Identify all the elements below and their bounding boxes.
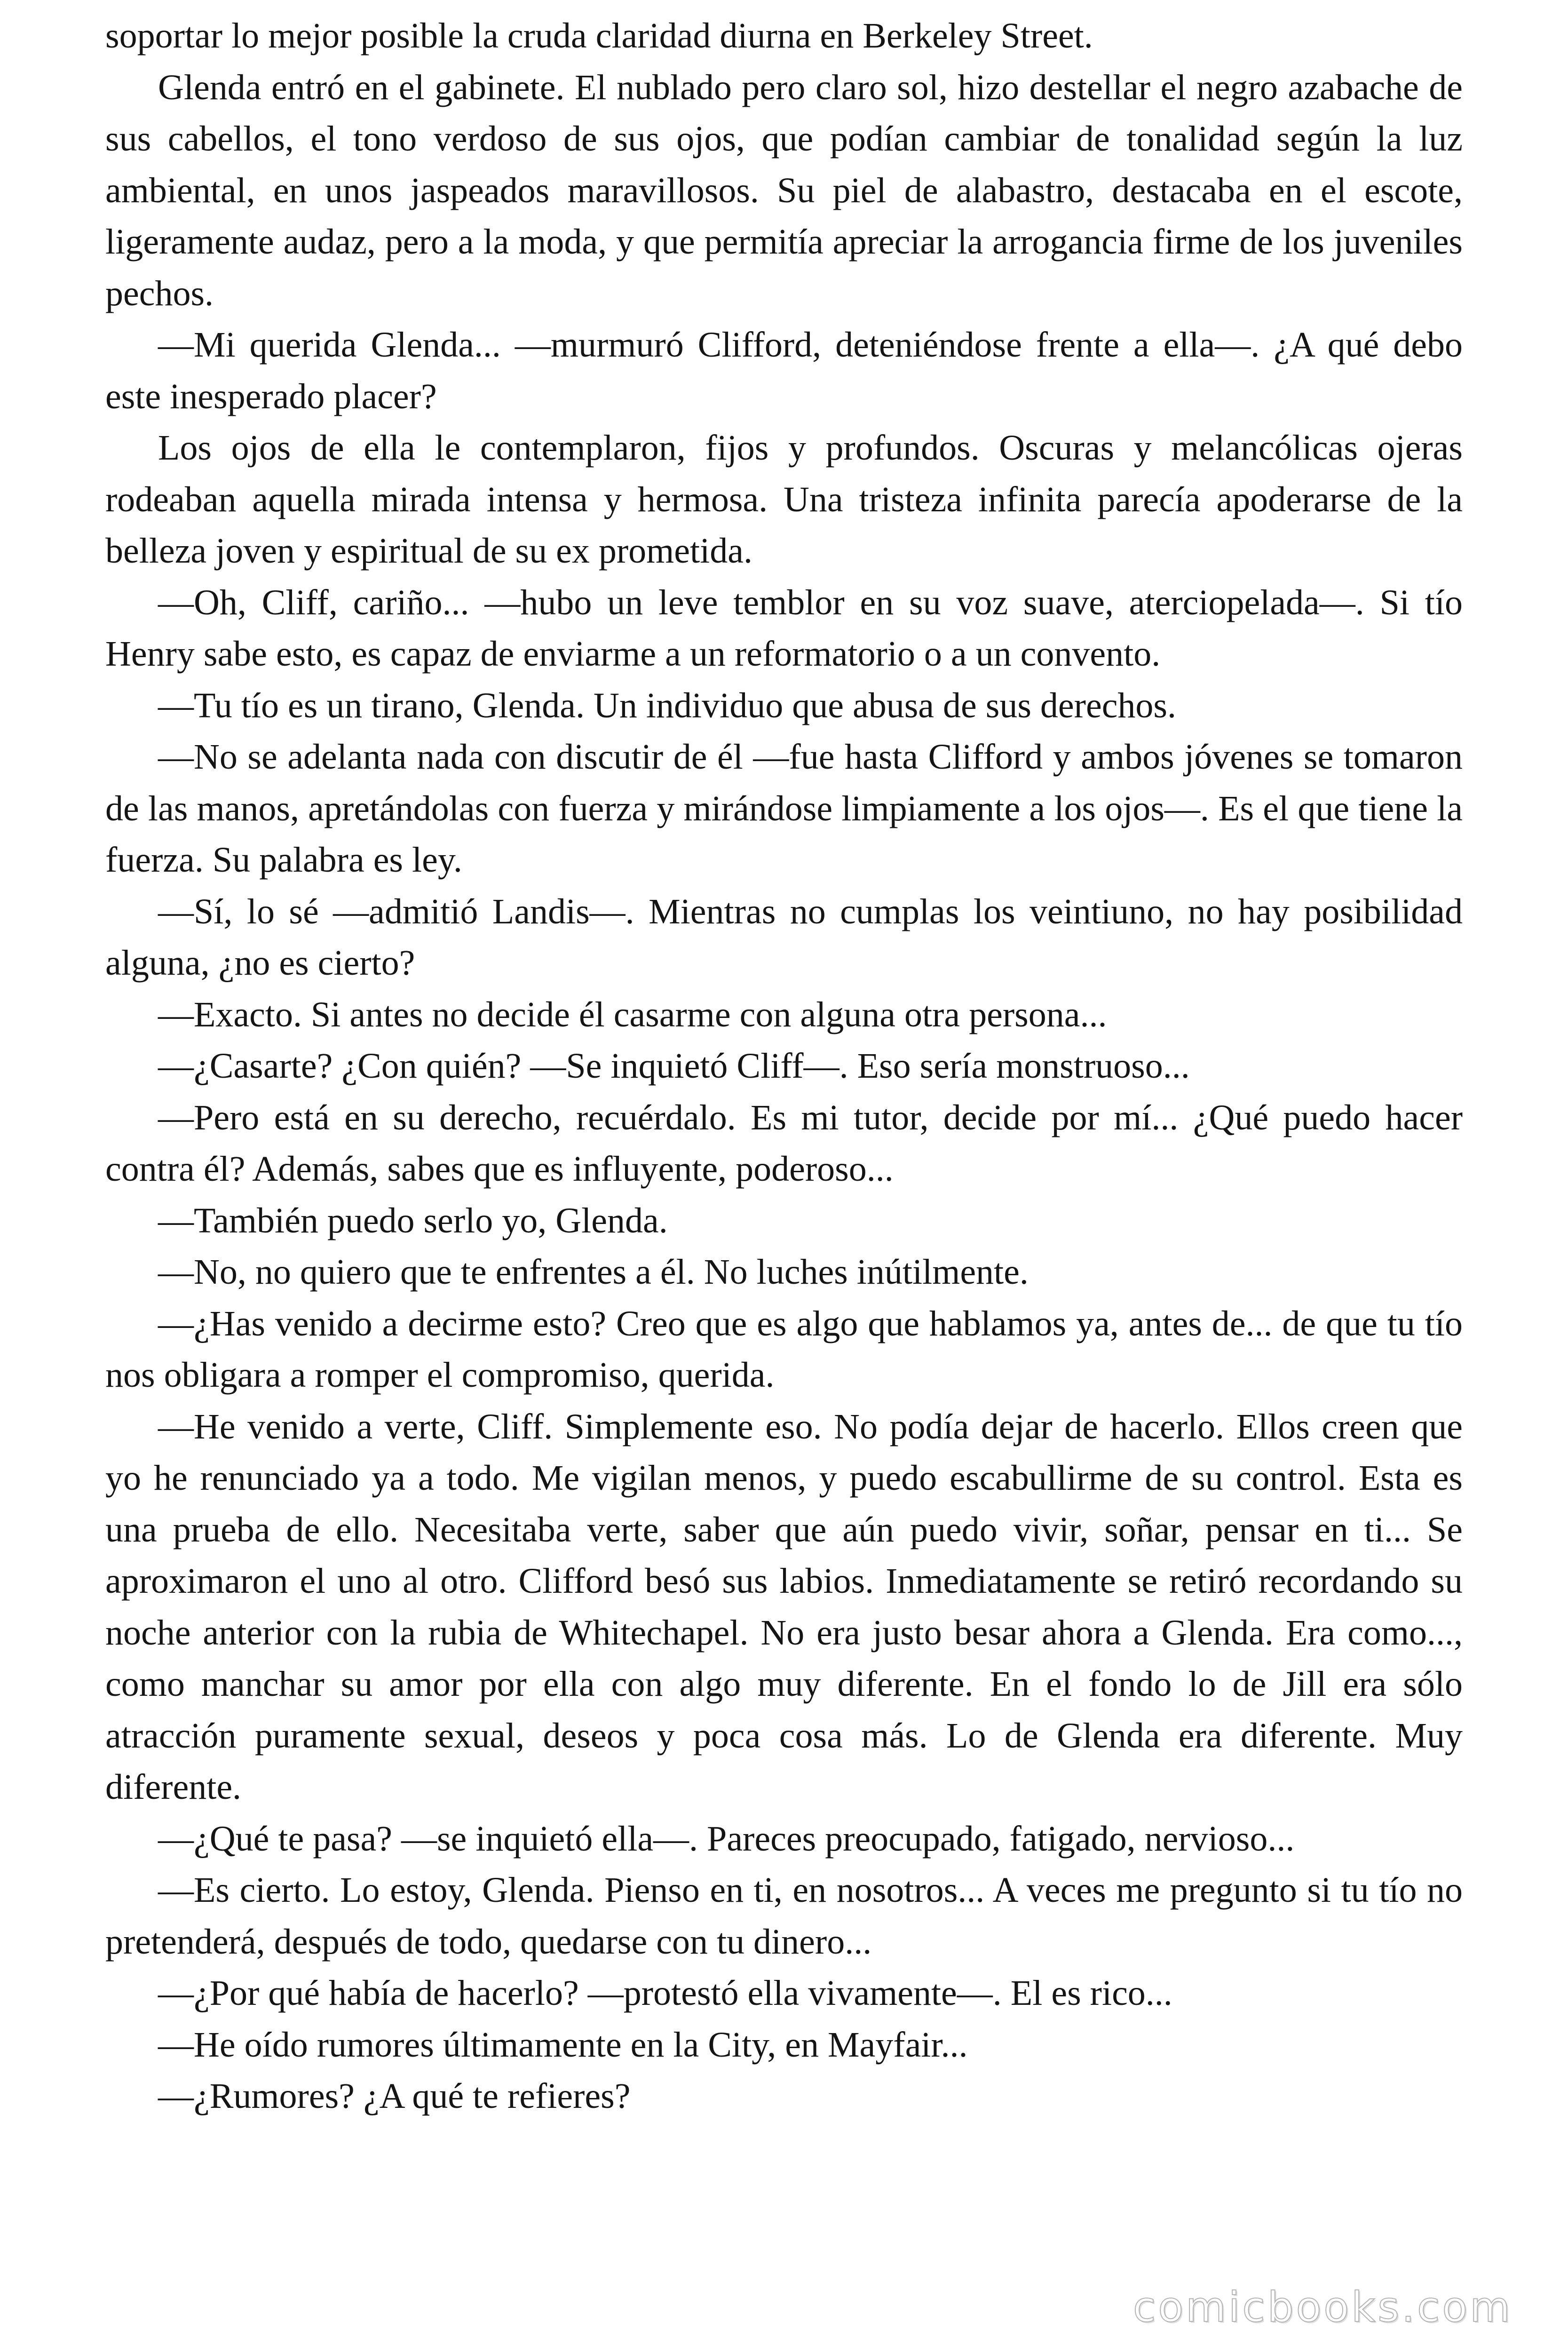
book-page-text <box>105 10 1463 2122</box>
paragraph: —Es cierto. Lo estoy, Glenda. Pienso en ti, en nosotros... A veces me pregunto si tu tío no pretenderá, después de todo, quedarse con tu dinero... <box>105 1870 1463 1962</box>
paragraph: —Sí, lo sé —admitió Landis—. Mientras no cumplas los veintiuno, no hay posibilidad alguna, ¿no es cierto? <box>105 891 1463 983</box>
paragraph: —He oído rumores últimamente en la City, en Mayfair... <box>158 2025 968 2065</box>
site-watermark: comicbooks.com <box>1132 2283 1513 2331</box>
paragraph: —¿Casarte? ¿Con quién? —Se inquietó Cliff—. Eso sería monstruoso... <box>158 1046 1190 1086</box>
paragraph: —He venido a verte, Cliff. Simplemente eso. No podía dejar de hacerlo. Ellos creen que yo he renunciado ya a todo. Me vigilan menos, y puedo escabullirme de su control. Esta es una prueba de ello. Necesitaba verte, saber que aún puedo vivir, soñar, pensar en ti... Se aproximaron el uno al otro. Clifford besó sus labios. Inmediatamente se retiró recordando su noche anterior con la rubia de Whitechapel. No era justo besar ahora a Glenda. Era como..., como manchar su amor por ella con algo muy diferente. En el fondo lo de Jill era sólo atracción puramente sexual, deseos y poca cosa más. Lo de Glenda era diferente. Muy diferente. <box>105 1406 1463 1807</box>
paragraph: —Mi querida Glenda... —murmuró Clifford, deteniéndose frente a ella—. ¿A qué debo este inesperado placer? <box>105 325 1463 416</box>
paragraph: —No, no quiero que te enfrentes a él. No luches inútilmente. <box>158 1252 1029 1292</box>
paragraph: —¿Has venido a decirme esto? Creo que es algo que hablamos ya, antes de... de que tu tío nos obligara a romper el compromiso, querida. <box>105 1303 1463 1395</box>
paragraph: —Exacto. Si antes no decide él casarme con alguna otra persona... <box>158 994 1107 1034</box>
paragraph: —¿Qué te pasa? —se inquietó ella—. Pareces preocupado, fatigado, nervioso... <box>158 1819 1295 1859</box>
paragraph: Glenda entró en el gabinete. El nublado pero claro sol, hizo destellar el negro azabache de sus cabellos, el tono verdoso de sus ojos, que podían cambiar de tonalidad según la luz ambiental, en unos jaspeados maravillosos. Su piel de alabastro, destacaba en el escote, ligeramente audaz, pero a la moda, y que permitía apreciar la arrogancia firme de los juveniles pechos. <box>105 67 1463 313</box>
paragraph: Los ojos de ella le contemplaron, fijos y profundos. Oscuras y melancólicas ojeras rodeaban aquella mirada intensa y hermosa. Una tristeza infinita parecía apoderarse de la belleza joven y espiritual de su ex prometida. <box>105 428 1463 571</box>
paragraph: —Oh, Cliff, cariño... —hubo un leve temblor en su voz suave, aterciopelada—. Si tío Henry sabe esto, es capaz de enviarme a un reformatorio o a un convento. <box>105 582 1463 674</box>
paragraph: —No se adelanta nada con discutir de él —fue hasta Clifford y ambos jóvenes se tomaron de las manos, apretándolas con fuerza y mirándose limpiamente a los ojos—. Es el que tiene la fuerza. Su palabra es ley. <box>105 737 1463 880</box>
paragraph: —¿Rumores? ¿A qué te refieres? <box>158 2076 631 2116</box>
paragraph: —¿Por qué había de hacerlo? —protestó ella vivamente—. El es rico... <box>158 1973 1172 2013</box>
paragraph: —También puedo serlo yo, Glenda. <box>158 1200 668 1240</box>
paragraph: —Pero está en su derecho, recuérdalo. Es mi tutor, decide por mí... ¿Qué puedo hacer contra él? Además, sabes que es influyente, poderoso... <box>105 1097 1463 1189</box>
paragraph: soportar lo mejor posible la cruda claridad diurna en Berkeley Street. <box>105 16 1093 56</box>
paragraph: —Tu tío es un tirano, Glenda. Un individuo que abusa de sus derechos. <box>158 685 1176 725</box>
